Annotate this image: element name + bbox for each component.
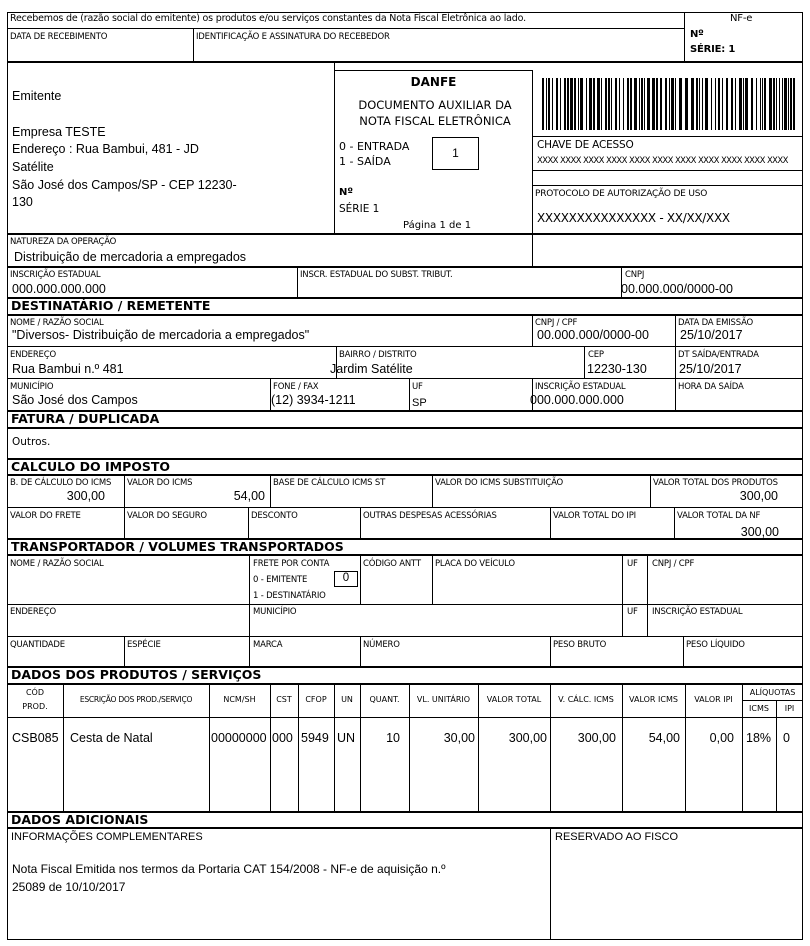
cnpj-label: CNPJ xyxy=(625,270,645,280)
dest-fone-value: (12) 3934-1211 xyxy=(271,393,356,407)
emitente-label: Emitente xyxy=(12,89,62,103)
dest-saida-label: DT SAÍDA/ENTRADA xyxy=(678,350,759,360)
natureza-label: NATUREZA DA OPERAÇÃO xyxy=(10,237,117,247)
col-descricao: ESCRIÇÃO DOS PROD./SERVIÇO xyxy=(79,695,193,704)
dest-nome-value: "Diversos- Distribuição de mercadoria a empregados" xyxy=(12,328,310,342)
total-ipi-label: VALOR TOTAL DO IPI xyxy=(553,511,636,521)
transp-ie-label: INSCRIÇÃO ESTADUAL xyxy=(652,607,743,617)
ie-label: INSCRIÇÃO ESTADUAL xyxy=(10,270,101,280)
icms-sub-label: VALOR DO ICMS SUBSTITUIÇÃO xyxy=(435,478,564,488)
transp-frete-value: 0 xyxy=(342,572,350,584)
dest-fone-label: FONE / FAX xyxy=(273,382,319,392)
total-produtos-label: VALOR TOTAL DOS PRODUTOS xyxy=(653,478,778,488)
imposto-section-title: CALCULO DO IMPOSTO xyxy=(11,459,171,474)
transp-emitente-label: 0 - EMITENTE xyxy=(253,575,308,585)
chave-label: CHAVE DE ACESSO xyxy=(537,139,634,151)
total-nf-value: 300,00 xyxy=(740,525,779,539)
canhoto-numero-label: Nº xyxy=(690,29,704,40)
row-vl-unit: 30,00 xyxy=(443,731,475,745)
col-aliq-icms: ICMS xyxy=(749,704,769,713)
emitente-cidade-2: 130 xyxy=(12,195,33,209)
transp-endereco-label: ENDEREÇO xyxy=(10,607,56,617)
fatura-value: Outros. xyxy=(12,436,51,448)
transp-cnpj-label: CNPJ / CPF xyxy=(652,559,695,569)
dest-hora-label: HORA DA SAÍDA xyxy=(678,382,744,392)
transp-uf-label: UF xyxy=(627,559,638,569)
transp-peso-liquido-label: PESO LÍQUIDO xyxy=(686,640,745,650)
transp-frete-label: FRETE POR CONTA xyxy=(253,559,330,569)
emitente-empresa: Empresa TESTE xyxy=(12,125,106,139)
dest-cep-value: 12230-130 xyxy=(587,362,647,376)
outras-label: OUTRAS DESPESAS ACESSÓRIAS xyxy=(363,511,497,521)
col-aliq-ipi: IPI xyxy=(784,704,795,713)
adicionais-section-title: DADOS ADICIONAIS xyxy=(11,812,149,827)
dest-uf-label: UF xyxy=(412,382,423,392)
transp-destinatario-label: 1 - DESTINATÁRIO xyxy=(253,591,326,601)
row-aliq-ipi: 0 xyxy=(783,731,790,745)
row-un: UN xyxy=(337,731,356,745)
emitente-endereco-1: Endereço : Rua Bambui, 481 - JD xyxy=(12,142,199,156)
dest-emissao-value: 25/10/2017 xyxy=(680,328,743,342)
valor-icms-label: VALOR DO ICMS xyxy=(127,478,193,488)
bc-icms-value: 300,00 xyxy=(66,489,105,503)
transportador-section-title: TRANSPORTADOR / VOLUMES TRANSPORTADOS xyxy=(11,539,344,554)
ie-value: 000.000.000.000 xyxy=(12,282,106,296)
transp-quantidade-label: QUANTIDADE xyxy=(10,640,65,650)
danfe-entrada: 0 - ENTRADA xyxy=(339,140,410,153)
canhoto-nfe-label: NF-e xyxy=(730,13,753,24)
danfe-saida: 1 - SAÍDA xyxy=(339,155,391,168)
transp-marca-label: MARCA xyxy=(253,640,283,650)
dest-bairro-value: Jardim Satélite xyxy=(330,362,413,376)
data-recebimento-label: DATA DE RECEBIMENTO xyxy=(10,32,108,42)
row-cfop: 5949 xyxy=(301,731,329,745)
fatura-section-title: FATURA / DUPLICADA xyxy=(11,411,160,426)
col-ncm: NCM/SH xyxy=(223,695,256,704)
dest-saida-value: 25/10/2017 xyxy=(679,362,742,376)
emitente-endereco-2: Satélite xyxy=(12,160,54,174)
protocolo-label: PROTOCOLO DE AUTORIZAÇÃO DE USO xyxy=(535,189,708,199)
dest-cep-label: CEP xyxy=(588,350,604,360)
col-quant: QUANT. xyxy=(369,695,400,704)
bc-icms-label: B. DE CÁLCULO DO ICMS xyxy=(10,478,112,488)
transp-nome-label: NOME / RAZÃO SOCIAL xyxy=(10,559,104,569)
danfe-subtitle-2: NOTA FISCAL ELETRÔNICA xyxy=(359,114,511,128)
col-vl-total: VALOR TOTAL xyxy=(486,695,542,704)
col-cfop: CFOP xyxy=(305,695,327,704)
dest-municipio-label: MUNICÍPIO xyxy=(10,382,54,392)
emitente-cidade-1: São José dos Campos/SP - CEP 12230- xyxy=(12,178,237,192)
natureza-value: Distribuição de mercadoria a empregados xyxy=(14,250,247,264)
row-vl-ipi: 0,00 xyxy=(709,731,734,745)
dest-municipio-value: São José dos Campos xyxy=(12,393,138,407)
col-vl-icms: VALOR ICMS xyxy=(629,695,678,704)
fatura-box xyxy=(7,428,803,459)
dest-bairro-label: BAIRRO / DISTRITO xyxy=(339,350,417,360)
col-cod-2: PROD. xyxy=(22,702,48,711)
dest-uf-value: SP xyxy=(412,397,427,409)
col-un: UN xyxy=(341,695,353,704)
canhoto-serie-label: SÉRIE: 1 xyxy=(690,44,736,55)
dest-ie-value: 000.000.000.000 xyxy=(530,393,624,407)
row-cod: CSB085 xyxy=(12,731,59,745)
row-aliq-icms: 18% xyxy=(746,731,772,745)
transp-especie-label: ESPÉCIE xyxy=(127,640,161,650)
cnpj-value: 00.000.000/0000-00 xyxy=(621,282,733,296)
ie-st-label: INSCR. ESTADUAL DO SUBST. TRIBUT. xyxy=(300,270,453,280)
identificacao-label: IDENTIFICAÇÃO E ASSINATURA DO RECEBEDOR xyxy=(196,32,390,42)
desconto-label: DESCONTO xyxy=(251,511,298,521)
danfe-serie: SÉRIE 1 xyxy=(339,203,380,215)
valor-icms-value: 54,00 xyxy=(233,489,265,503)
transp-peso-bruto-label: PESO BRUTO xyxy=(553,640,607,650)
col-vl-unit: VL. UNITÁRIO xyxy=(416,695,471,704)
row-quant: 10 xyxy=(386,731,400,745)
row-bc-icms: 300,00 xyxy=(577,731,616,745)
col-aliquotas: ALÍQUOTAS xyxy=(749,688,796,697)
info-line-2: 25089 de 10/10/2017 xyxy=(12,880,126,894)
produtos-section-title: DADOS DOS PRODUTOS / SERVIÇOS xyxy=(11,667,262,682)
danfe-tipo-value: 1 xyxy=(452,146,459,160)
transp-municipio-label: MUNICÍPIO xyxy=(253,607,297,617)
dest-cnpj-value: 00.000.000/0000-00 xyxy=(537,328,649,342)
adicionais-box xyxy=(7,828,803,940)
dest-cnpj-label: CNPJ / CPF xyxy=(535,318,578,328)
transp-numero-label: NÚMERO xyxy=(363,640,400,650)
danfe-title: DANFE xyxy=(410,75,457,89)
frete-label: VALOR DO FRETE xyxy=(10,511,81,521)
danfe-subtitle-1: DOCUMENTO AUXILIAR DA xyxy=(358,98,512,112)
protocolo-value: XXXXXXXXXXXXXXX - XX/XX/XXX xyxy=(537,211,730,225)
dest-endereco-value: Rua Bambui n.º 481 xyxy=(12,362,124,376)
row-cst: 000 xyxy=(272,731,293,745)
row-vl-icms: 54,00 xyxy=(648,731,680,745)
dest-nome-label: NOME / RAZÃO SOCIAL xyxy=(10,318,104,328)
transp-placa-label: PLACA DO VEÍCULO xyxy=(435,559,515,569)
danfe-numero-label: Nº xyxy=(339,187,354,198)
total-nf-label: VALOR TOTAL DA NF xyxy=(677,511,761,521)
row-ncm: 00000000 xyxy=(211,731,267,745)
dest-emissao-label: DATA DA EMISSÃO xyxy=(678,318,754,328)
canhoto-text: Recebemos de (razão social do emitente) os produtos e/ou serviços constantes da Nota Fiscal Eletrônica ao lado. xyxy=(10,13,526,24)
dest-endereco-label: ENDEREÇO xyxy=(10,350,56,360)
transp-uf2-label: UF xyxy=(627,607,638,617)
danfe-pagina: Página 1 de 1 xyxy=(403,220,472,231)
row-descricao: Cesta de Natal xyxy=(70,731,153,745)
destinatario-section-title: DESTINATÁRIO / REMETENTE xyxy=(11,298,211,313)
transp-antt-label: CÓDIGO ANTT xyxy=(363,559,421,569)
col-cod-1: CÓD xyxy=(25,688,45,697)
reservado-fisco-label: RESERVADO AO FISCO xyxy=(555,831,679,843)
col-cst: CST xyxy=(276,695,292,704)
barcode xyxy=(540,78,798,130)
col-bc-icms: V. CÁLC. ICMS xyxy=(558,695,614,704)
info-complementares-label: INFORMAÇÕES COMPLEMENTARES xyxy=(11,831,203,843)
row-vl-total: 300,00 xyxy=(508,731,547,745)
bc-st-label: BASE DE CÁLCULO ICMS ST xyxy=(273,478,386,488)
seguro-label: VALOR DO SEGURO xyxy=(127,511,207,521)
total-produtos-value: 300,00 xyxy=(739,489,778,503)
dest-ie-label: INSCRIÇÃO ESTADUAL xyxy=(535,382,626,392)
info-line-1: Nota Fiscal Emitida nos termos da Portaria CAT 154/2008 - NF-e de aquisição n.º xyxy=(12,862,446,876)
col-vl-ipi: VALOR IPI xyxy=(694,695,733,704)
chave-value: XXXX XXXX XXXX XXXX XXXX XXXX XXXX XXXX XXXX XXXX XXXX xyxy=(537,156,788,166)
